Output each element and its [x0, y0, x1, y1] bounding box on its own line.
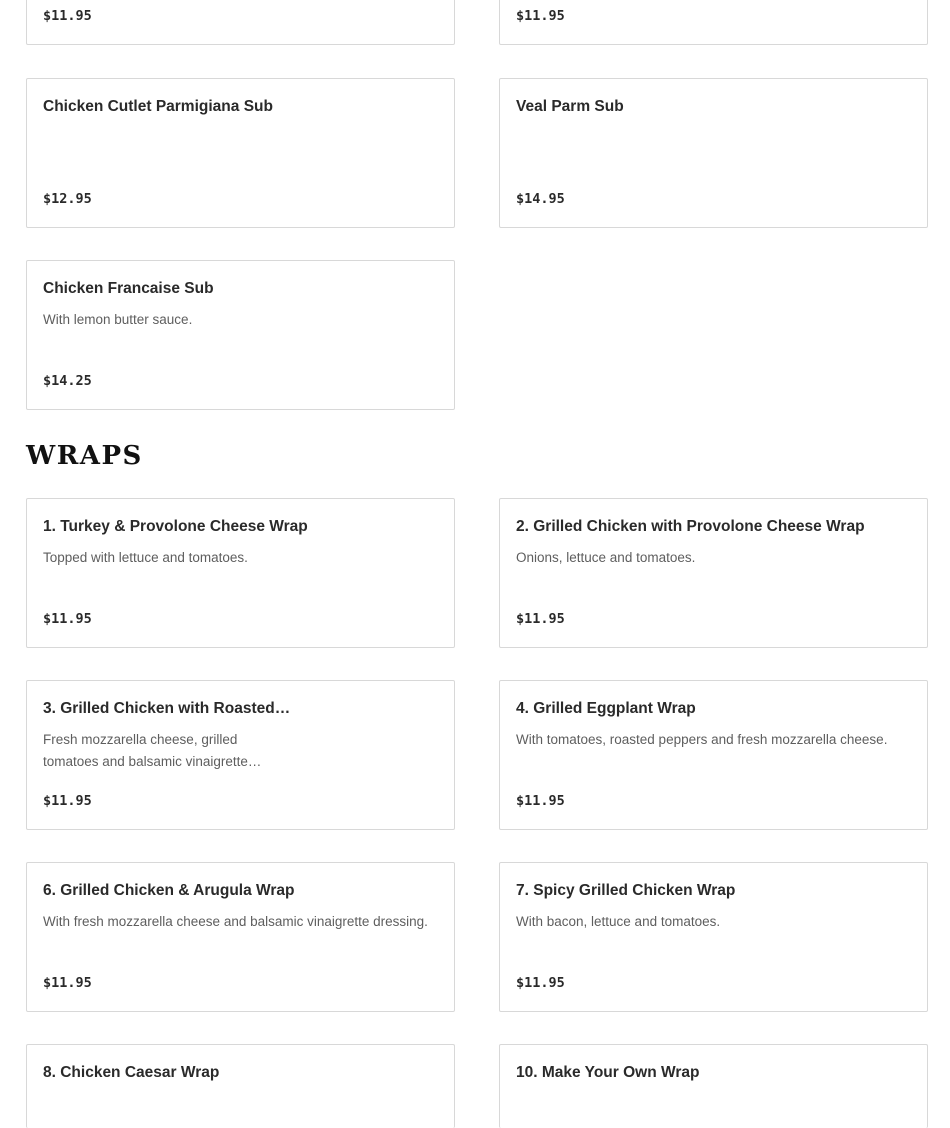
item-name: 10. Make Your Own Wrap — [516, 1064, 700, 1081]
item-name: 3. Grilled Chicken with Roasted… — [43, 700, 291, 717]
item-name: 7. Spicy Grilled Chicken Wrap — [516, 882, 736, 899]
item-price: $11.95 — [43, 8, 92, 24]
item-description: Onions, lettuce and tomatoes. — [516, 550, 696, 565]
item-name: 4. Grilled Eggplant Wrap — [516, 700, 696, 717]
item-name: 1. Turkey & Provolone Cheese Wrap — [43, 518, 308, 535]
menu-item-card[interactable] — [26, 862, 455, 1012]
menu-item-card[interactable] — [499, 78, 928, 228]
item-name: 2. Grilled Chicken with Provolone Cheese Wrap — [516, 518, 865, 535]
menu-item-card[interactable] — [499, 498, 928, 648]
menu-item-card[interactable] — [499, 680, 928, 830]
item-price: $11.95 — [516, 8, 565, 24]
item-description: Topped with lettuce and tomatoes. — [43, 550, 248, 565]
item-price: $11.95 — [516, 611, 565, 627]
item-price: $12.95 — [43, 191, 92, 207]
menu-item-card[interactable] — [499, 1044, 928, 1128]
menu-item-card[interactable] — [26, 78, 455, 228]
item-description: With lemon butter sauce. — [43, 312, 193, 327]
item-name: Chicken Cutlet Parmigiana Sub — [43, 98, 273, 115]
item-price: $11.95 — [43, 793, 92, 809]
menu-item-card[interactable] — [26, 0, 455, 45]
item-description: Fresh mozzarella cheese, grilled tomatoes and balsamic vinaigrette… — [43, 732, 262, 769]
item-price: $14.95 — [516, 191, 565, 207]
item-description: With bacon, lettuce and tomatoes. — [516, 914, 721, 929]
menu-item-card[interactable] — [26, 260, 455, 410]
item-price: $14.25 — [43, 373, 92, 389]
menu-item-card[interactable] — [499, 0, 928, 45]
menu-item-card[interactable] — [499, 862, 928, 1012]
item-name: Veal Parm Sub — [516, 98, 624, 115]
item-price: $11.95 — [516, 793, 565, 809]
item-description: With fresh mozzarella cheese and balsamic vinaigrette dressing. — [43, 914, 428, 929]
section-title-wraps: WRAPS — [26, 441, 143, 471]
item-name: 6. Grilled Chicken & Arugula Wrap — [43, 882, 295, 899]
item-price: $11.95 — [43, 975, 92, 991]
item-price: $11.95 — [43, 611, 92, 627]
item-name: Chicken Francaise Sub — [43, 280, 214, 297]
item-description: With tomatoes, roasted peppers and fresh mozzarella cheese. — [516, 732, 888, 747]
menu-item-card[interactable] — [26, 498, 455, 648]
menu-item-card[interactable] — [26, 680, 455, 830]
menu-item-card[interactable] — [26, 1044, 455, 1128]
item-name: 8. Chicken Caesar Wrap — [43, 1064, 220, 1081]
item-price: $11.95 — [516, 975, 565, 991]
